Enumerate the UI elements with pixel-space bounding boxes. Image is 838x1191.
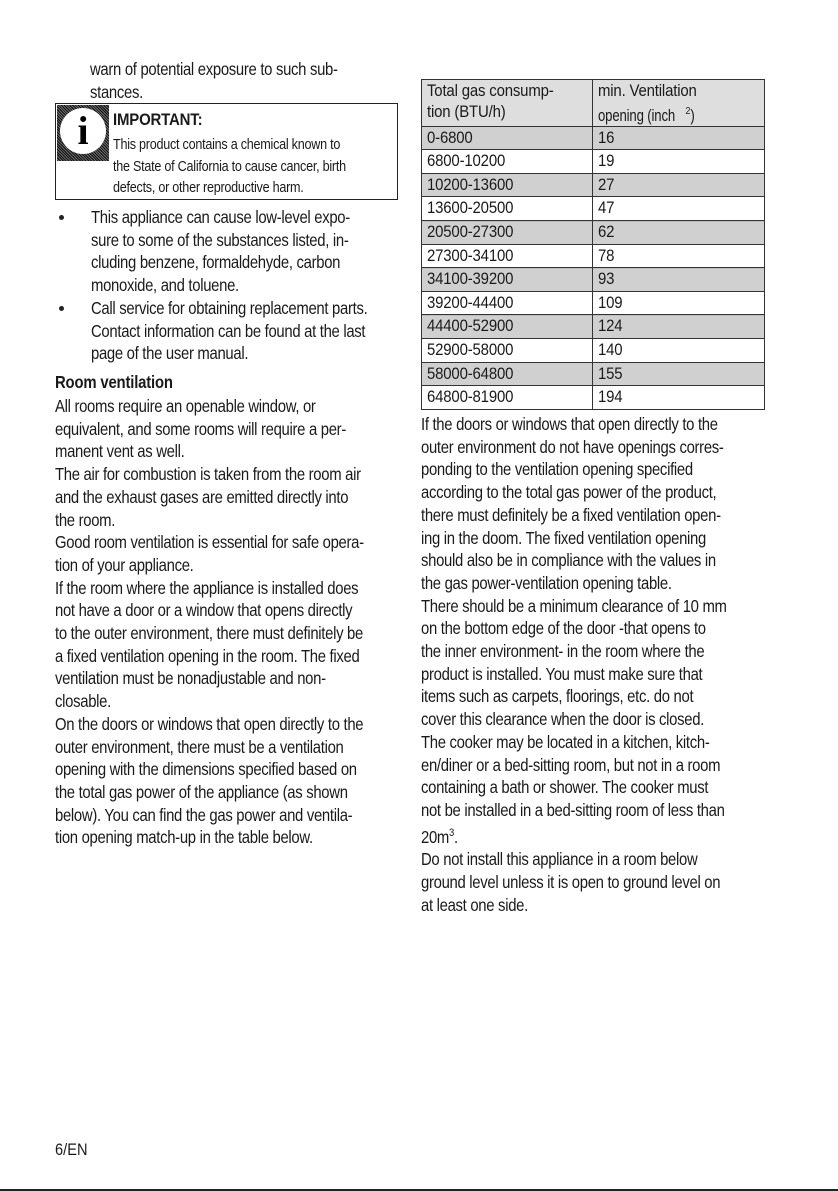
table-row (422, 197, 765, 221)
paragraph (55, 463, 407, 531)
gas-range-text: 27300-34100 (427, 245, 514, 265)
paragraph (55, 577, 407, 713)
opening-cell (593, 197, 765, 221)
table-row (422, 339, 765, 363)
gas-range-text: 13600-20500 (427, 198, 514, 218)
paragraph (55, 713, 407, 849)
paragraph (421, 848, 785, 916)
intro-line: stances. (90, 81, 143, 102)
bullet-line: cluding benzene, formaldehyde, carbon (91, 252, 341, 273)
text-line: the room. (55, 509, 116, 530)
bullet-dot (59, 215, 64, 220)
text-line: should also be in compliance with the values in (421, 550, 716, 571)
bullet-line: This appliance can cause low-level expo- (91, 207, 350, 227)
gas-range-cell (422, 197, 593, 221)
gas-range-text: 52900-58000 (427, 340, 514, 359)
text-line: ing in the doom. The fixed ventilation opening (421, 527, 706, 548)
opening-cell (593, 126, 765, 150)
paragraph (421, 413, 785, 595)
header-superscript: 2 (685, 106, 691, 117)
gas-range-cell (422, 221, 593, 245)
text-line: closable. (55, 691, 111, 712)
intro-line: warn of potential exposure to such sub- (90, 59, 338, 79)
text-line: On the doors or windows that open directly to the (55, 713, 364, 734)
notice-line: the State of California to cause cancer, birth (113, 157, 346, 175)
gas-range-cell (422, 244, 593, 268)
gas-range-cell (422, 126, 593, 150)
gas-range-text: 34100-39200 (427, 269, 514, 289)
header-text: tion (BTU/h) (427, 102, 506, 121)
table-row (422, 221, 765, 245)
table-row (422, 315, 765, 339)
text-line: items such as carpets, floorings, etc. do not (421, 686, 694, 707)
table-row (422, 244, 765, 268)
table-row (422, 291, 765, 315)
gas-range-text: 64800-81900 (427, 387, 514, 407)
opening-cell (593, 386, 765, 410)
paragraph (421, 731, 785, 848)
text-line: opening with the dimensions specified based on (55, 759, 357, 780)
opening-cell (593, 339, 765, 363)
text-line: equivalent, and some rooms will require a per- (55, 418, 346, 439)
text-line: and the exhaust gases are emitted directly into (55, 486, 349, 507)
gas-range-cell (422, 173, 593, 197)
paragraph (55, 395, 407, 463)
text-line: Good room ventilation is essential for safe opera- (55, 532, 364, 553)
opening-cell (593, 150, 765, 174)
bullet-line: Call service for obtaining replacement parts. (91, 297, 368, 318)
text-line: product is installed. You must make sure that (421, 663, 703, 684)
table-row (422, 150, 765, 174)
opening-text: 47 (598, 198, 615, 218)
intro-text (90, 58, 410, 103)
opening-cell (593, 221, 765, 245)
opening-cell (593, 362, 765, 386)
gas-range-cell (422, 150, 593, 174)
opening-text: 140 (598, 340, 623, 359)
notice-line: defects, or other reproductive harm. (113, 179, 304, 196)
area-value: 20m (421, 826, 450, 847)
notice-line: This product contains a chemical known to (113, 136, 341, 153)
text-line: at least one side. (421, 894, 528, 915)
gas-range-cell (422, 386, 593, 410)
text-line: containing a bath or shower. The cooker must (421, 777, 709, 798)
table-header-row (422, 80, 765, 127)
table-row (422, 362, 765, 386)
bullet-line: monoxide, and toluene. (91, 275, 239, 296)
text-line: manent vent as well. (55, 441, 185, 462)
gas-range-text: 0-6800 (427, 127, 473, 147)
gas-range-text: 44400-52900 (427, 316, 514, 336)
paragraph (55, 531, 407, 576)
area-line (421, 822, 784, 848)
text-line: ground level unless it is open to ground level on (421, 871, 721, 892)
gas-range-text: 20500-27300 (427, 222, 514, 242)
opening-text: 109 (598, 292, 623, 312)
text-line: not have a door or a window that opens directly (55, 600, 353, 621)
opening-text: 124 (598, 316, 623, 336)
bullet-item (55, 206, 407, 297)
text-line: All rooms require an openable window, or (55, 396, 316, 416)
header-text-opening-end: ) (690, 105, 695, 125)
area-superscript: 3 (449, 826, 454, 839)
bullet-item (55, 297, 407, 365)
opening-text: 62 (598, 222, 615, 242)
section-title: Room ventilation (55, 372, 173, 392)
text-line: tion of your appliance. (55, 554, 194, 575)
gas-range-cell (422, 362, 593, 386)
bullet-line: Contact information can be found at the last (91, 320, 366, 341)
opening-text: 155 (598, 363, 623, 383)
gas-range-text: 6800-10200 (427, 151, 506, 171)
header-cell-opening (593, 80, 765, 127)
header-text: min. Ventilation (598, 81, 697, 100)
paragraph (421, 595, 785, 731)
notice-body (113, 134, 390, 199)
gas-range-cell (422, 268, 593, 292)
text-line: below). You can find the gas power and ventila- (55, 804, 353, 825)
text-line: There should be a minimum clearance of 10 mm (421, 595, 727, 616)
text-line: to the outer environment, there must definitely be (55, 623, 363, 644)
text-line: cover this clearance when the door is closed. (421, 709, 705, 730)
opening-text: 27 (598, 174, 615, 194)
gas-range-cell (422, 291, 593, 315)
text-line: the total gas power of the appliance (as shown (55, 781, 348, 802)
table-row (422, 126, 765, 150)
opening-text: 16 (598, 127, 615, 147)
header-text: Total gas consump- (427, 81, 554, 100)
gas-range-text: 39200-44400 (427, 292, 514, 312)
bullet-dot (59, 306, 64, 311)
text-line: on the bottom edge of the door -that opens to (421, 618, 706, 639)
warning-bullets (55, 206, 407, 365)
bullet-line: sure to some of the substances listed, in- (91, 229, 349, 250)
opening-text: 93 (598, 269, 615, 289)
opening-text: 19 (598, 151, 615, 171)
opening-cell (593, 268, 765, 292)
left-body (55, 395, 407, 849)
opening-cell (593, 173, 765, 197)
text-line: the inner environment- in the room where the (421, 641, 705, 662)
info-icon (57, 105, 109, 161)
text-line: The air for combustion is taken from the room air (55, 464, 361, 485)
important-notice (55, 103, 398, 200)
opening-cell (593, 291, 765, 315)
text-line: there must definitely be a fixed ventilation open- (421, 504, 721, 525)
text-line: If the room where the appliance is installed does (55, 577, 359, 598)
header-text-opening (598, 101, 695, 126)
gas-range-text: 10200-13600 (427, 174, 514, 194)
text-line: Do not install this appliance in a room below (421, 849, 698, 870)
text-line: tion opening match-up in the table below. (55, 827, 313, 848)
ventilation-table (421, 79, 765, 410)
text-line: en/diner or a bed-sitting room, but not in a room (421, 754, 721, 775)
text-line: outer environment do not have openings corres- (421, 436, 724, 457)
header-text-opening-main: opening (inch (598, 105, 676, 125)
opening-cell (593, 315, 765, 339)
info-icon-glyph: i (77, 108, 89, 153)
opening-cell (593, 244, 765, 268)
table-row (422, 173, 765, 197)
opening-text: 194 (598, 387, 623, 407)
text-line: a fixed ventilation opening in the room. The fixed (55, 645, 360, 666)
text-line: ponding to the ventilation opening specified (421, 459, 693, 480)
right-body (421, 413, 785, 916)
page-number: 6/EN (55, 1140, 88, 1159)
text-line: outer environment, there must be a ventilation (55, 736, 344, 757)
bullet-line: page of the user manual. (91, 343, 249, 364)
text-line: not be installed in a bed-sitting room of less than (421, 799, 725, 820)
notice-heading: IMPORTANT: (113, 110, 203, 129)
gas-range-text: 58000-64800 (427, 363, 514, 383)
opening-text: 78 (598, 245, 615, 265)
header-cell-gas (422, 80, 593, 127)
text-line: The cooker may be located in a kitchen, kitch- (421, 731, 710, 752)
gas-range-cell (422, 315, 593, 339)
table-row (422, 386, 765, 410)
gas-range-cell (422, 339, 593, 363)
table-row (422, 268, 765, 292)
area-end: . (453, 826, 458, 847)
text-line: the gas power-ventilation opening table. (421, 572, 672, 593)
text-line: If the doors or windows that open directly to the (421, 414, 718, 434)
text-line: ventilation must be nonadjustable and non- (55, 668, 326, 689)
text-line: according to the total gas power of the product, (421, 482, 717, 503)
